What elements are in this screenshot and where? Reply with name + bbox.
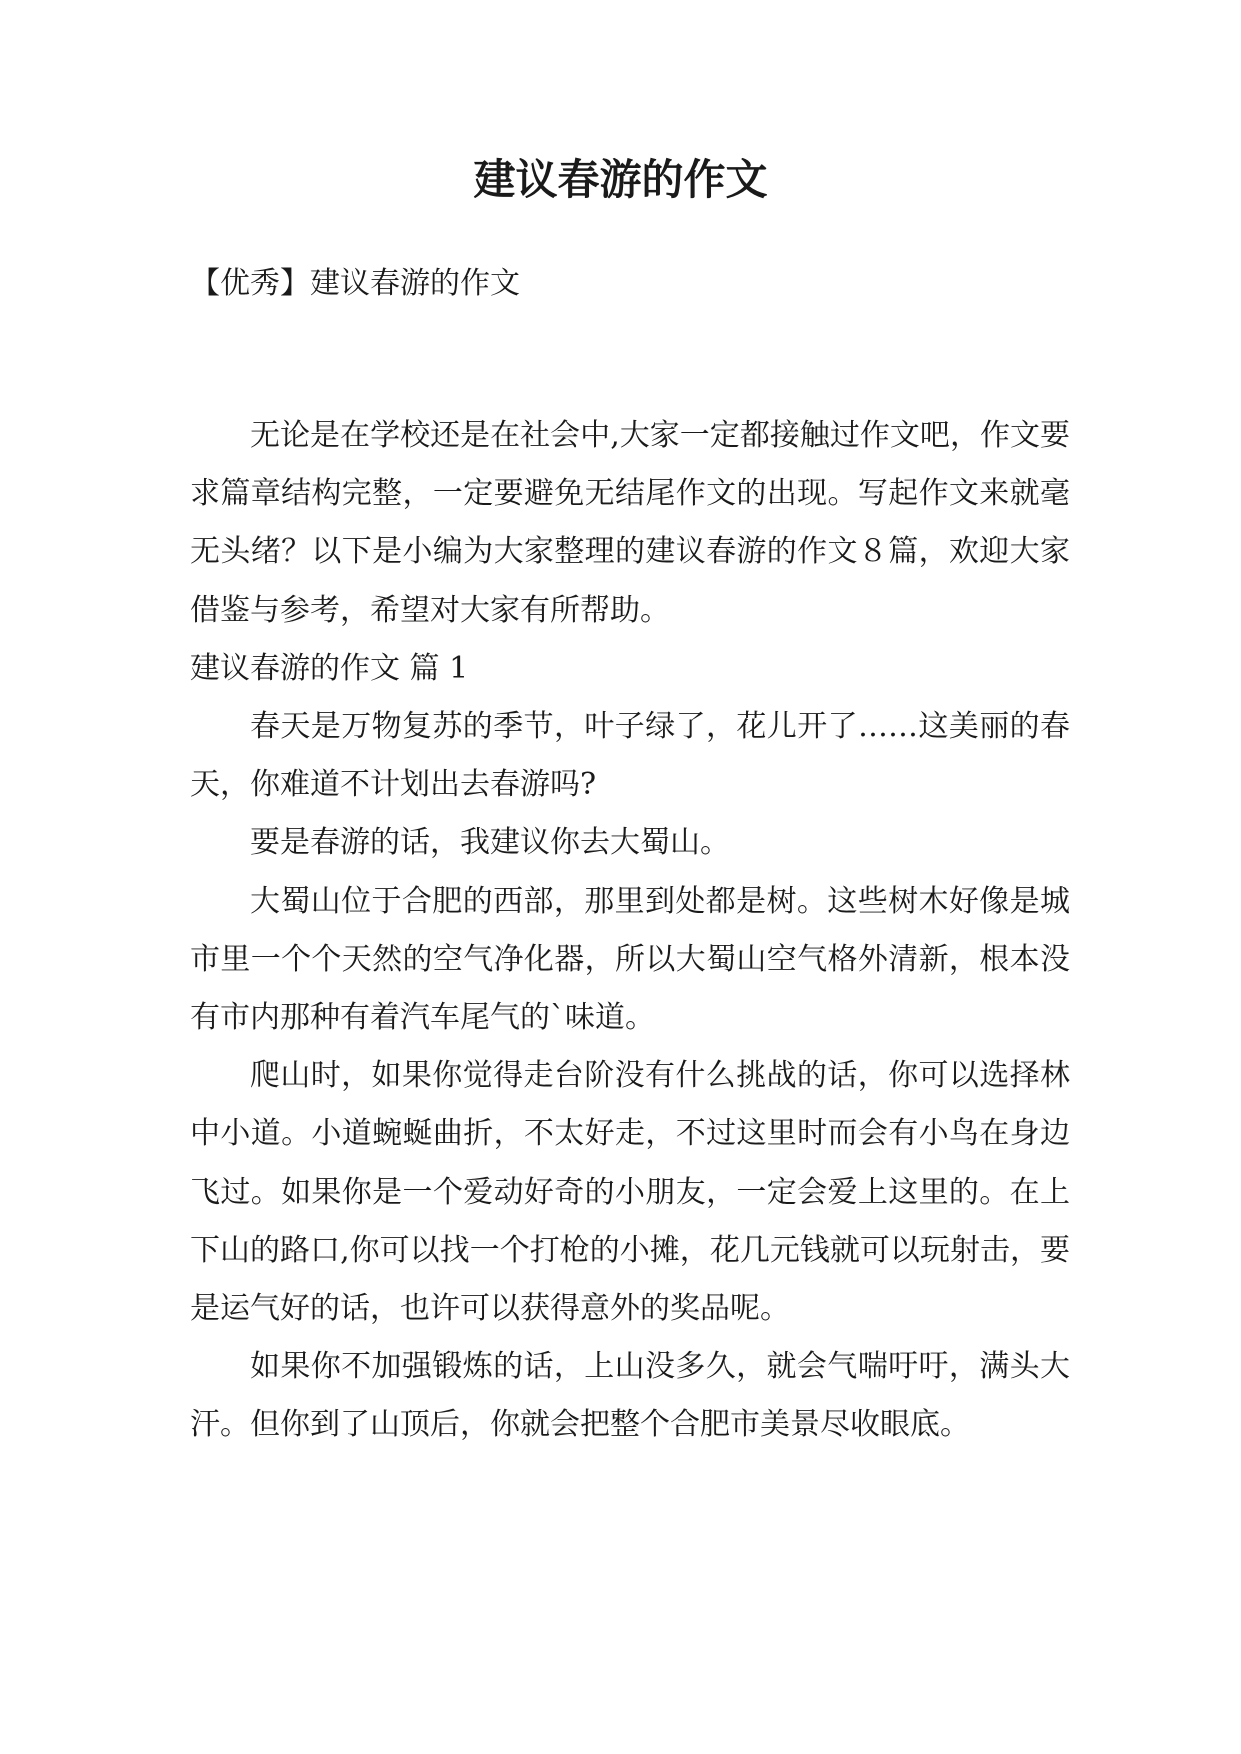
- document-title: 建议春游的作文: [473, 155, 768, 204]
- body-paragraph: 爬山时，如果你觉得走台阶没有什么挑战的话，你可以选择林中小道。小道蜿蜒曲折，不太好走，不过这里时而会有小鸟在身边飞过。如果你是一个爱动好奇的小朋友，一定会爱上这里的。在上下山的路口,你可以找一个打枪的小摊，花几元钱就可以玩射击，要是运气好的话，也许可以获得意外的奖品呢。: [190, 1058, 1070, 1327]
- document-subtitle: 【优秀】建议春游的作文: [190, 266, 520, 301]
- section-heading: 建议春游的作文 篇 1: [190, 650, 469, 686]
- body-paragraph: 要是春游的话，我建议你去大蜀山。: [250, 825, 730, 861]
- body-paragraph: 如果你不加强锻炼的话，上山没多久，就会气喘吁吁，满头大汗。但你到了山顶后，你就会把整个合肥市美景尽收眼底。: [190, 1349, 1070, 1443]
- body-paragraph: 春天是万物复苏的季节，叶子绿了，花儿开了……这美丽的春天，你难道不计划出去春游吗?: [190, 709, 1070, 803]
- body-paragraph: 大蜀山位于合肥的西部，那里到处都是树。这些树木好像是城市里一个个天然的空气净化器，所以大蜀山空气格外清新，根本没有市内那种有着汽车尾气的`味道。: [190, 883, 1070, 1036]
- intro-paragraph: 无论是在学校还是在社会中,大家一定都接触过作文吧，作文要求篇章结构完整，一定要避免无结尾作文的出现。写起作文来就毫无头绪？以下是小编为大家整理的建议春游的作文８篇，欢迎大家借鉴与参考，希望对大家有所帮助。: [190, 418, 1070, 628]
- document-body: [190, 407, 1070, 1455]
